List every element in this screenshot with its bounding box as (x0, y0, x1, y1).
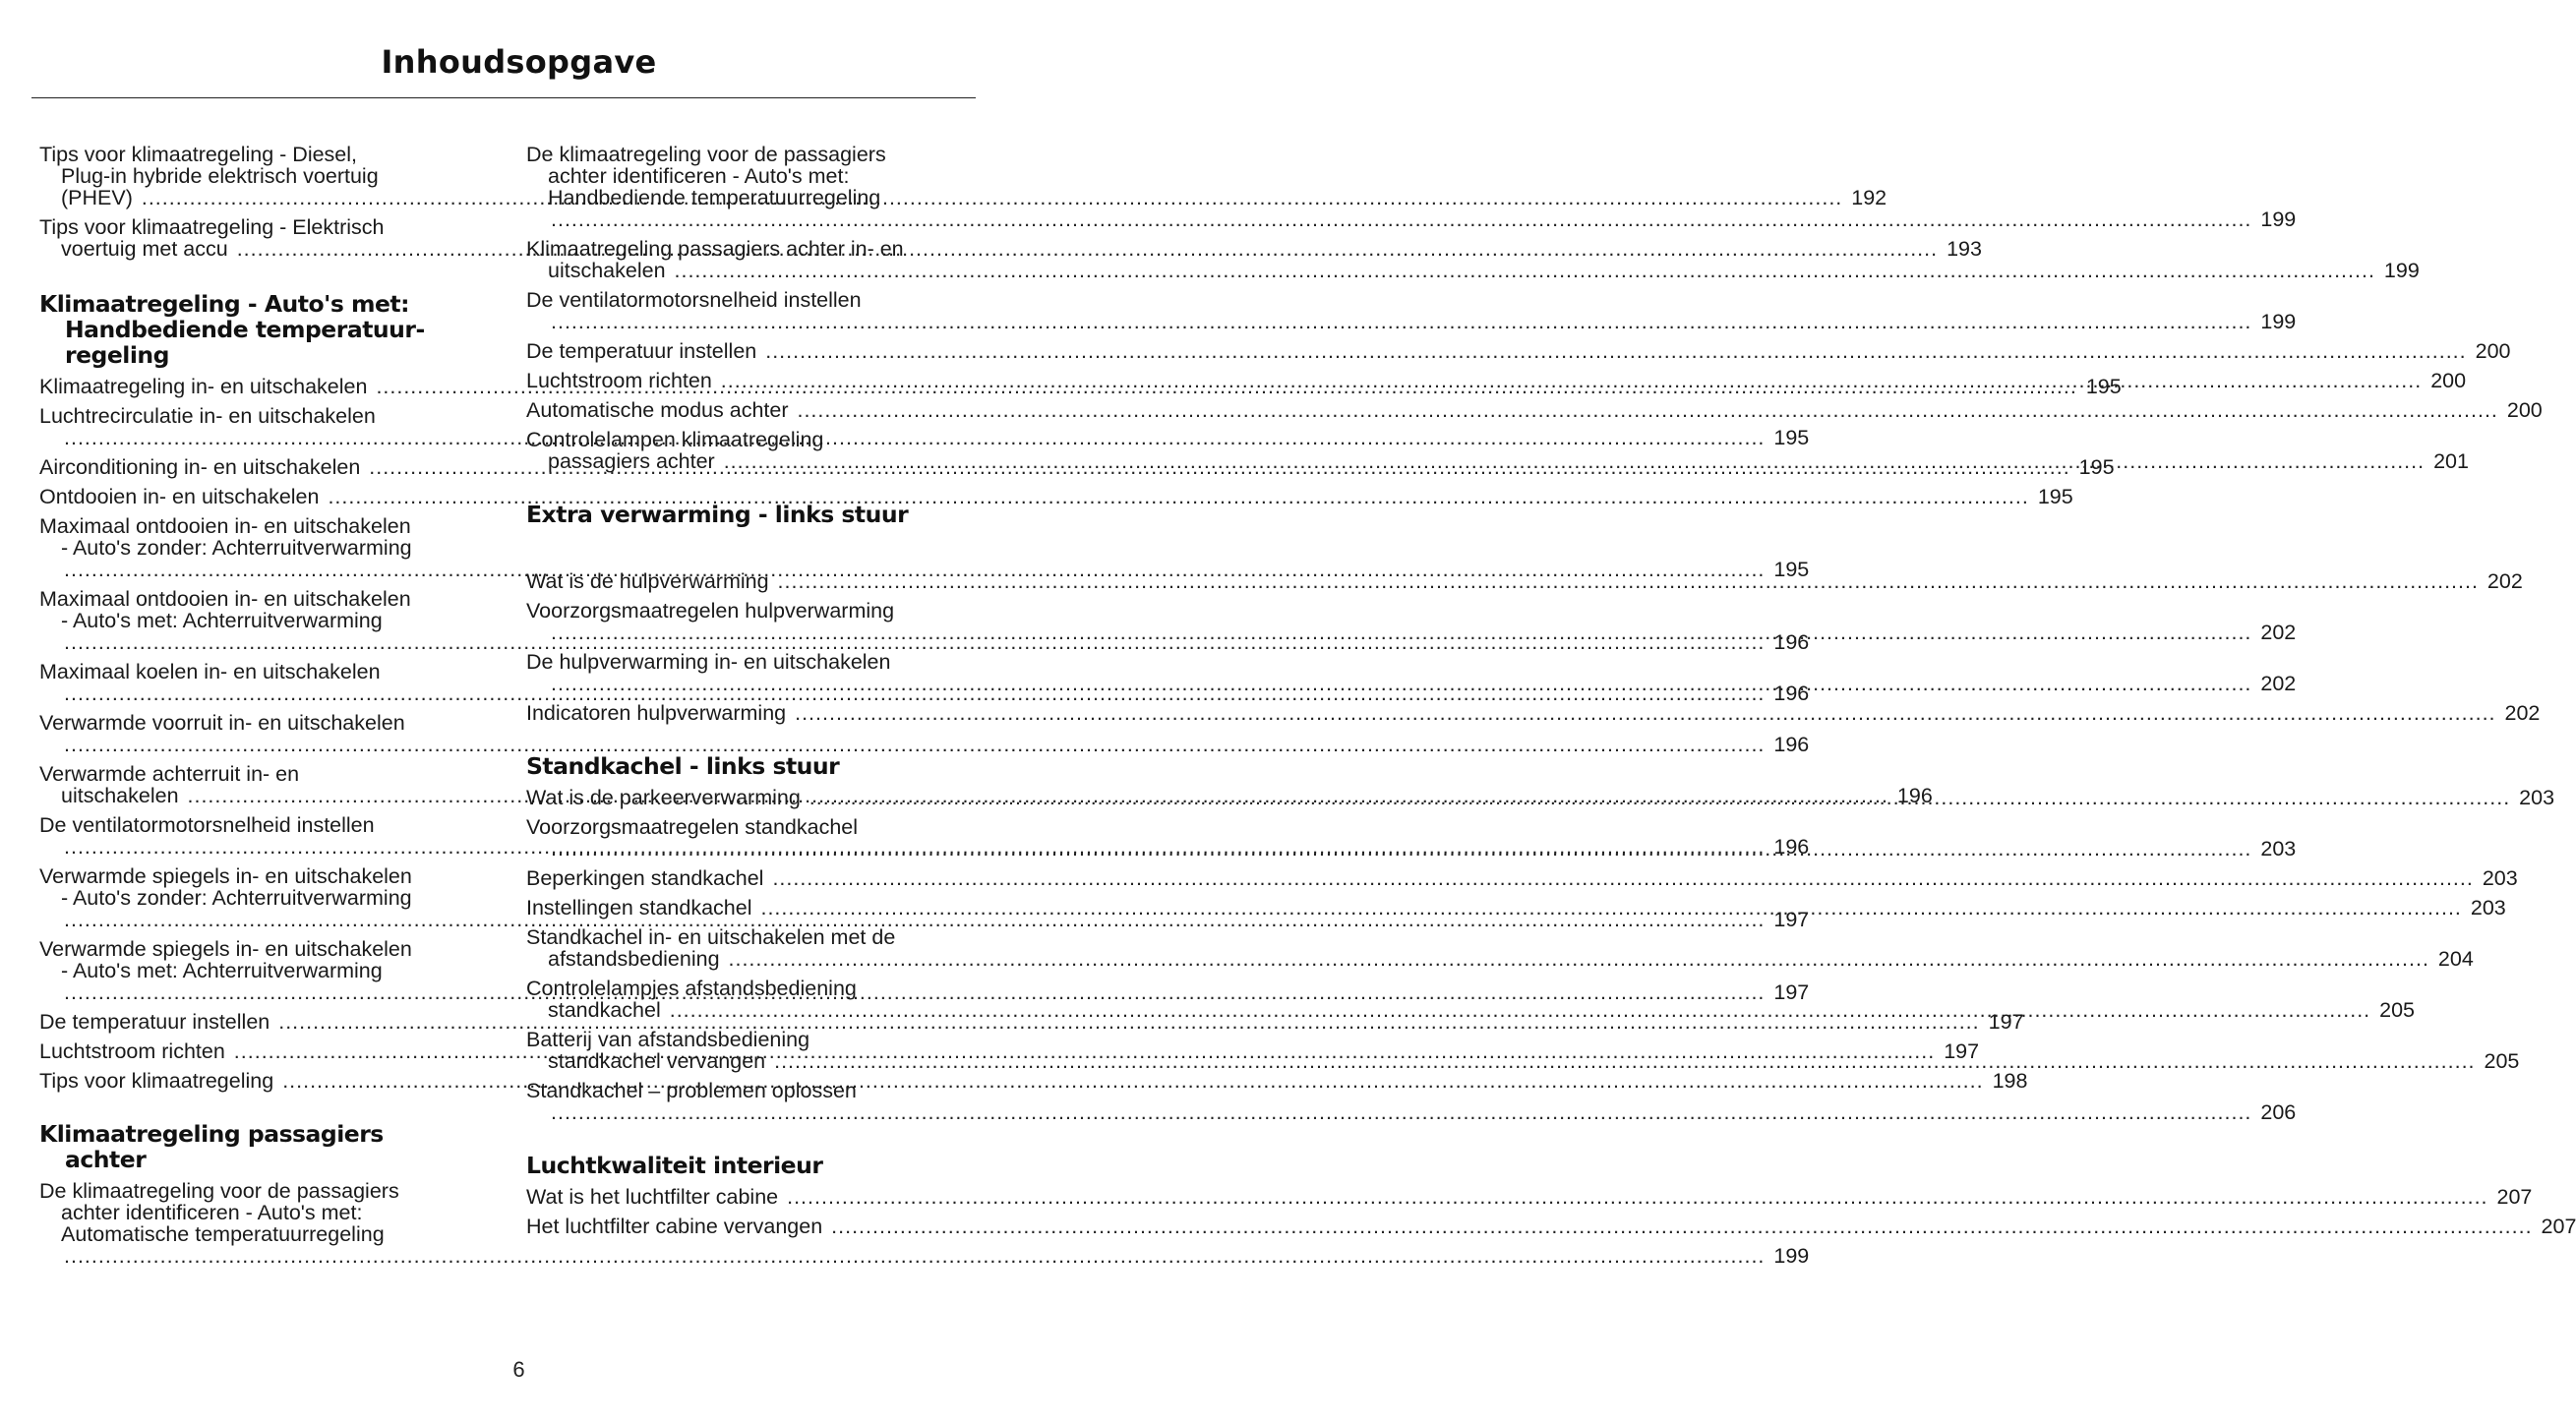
entry-page-number: 200 (2475, 339, 2511, 363)
entry-text: - Auto's zonder: Achterruitverwarming (61, 536, 412, 560)
section-heading[interactable] (39, 291, 480, 368)
entry-text: De temperatuur instellen (526, 339, 757, 363)
dot-leader (551, 837, 2251, 860)
title-divider (31, 97, 976, 98)
entry-text: Beperkingen standkachel (526, 866, 764, 890)
entry-page-number: 204 (2437, 947, 2474, 971)
dot-leader (142, 186, 1842, 209)
toc-entry[interactable] (526, 925, 2474, 971)
dot-leader (64, 1244, 1765, 1268)
entry-text: Tips voor klimaatregeling - Diesel, (39, 143, 358, 166)
section-heading[interactable] (526, 502, 968, 527)
dot-leader (787, 1185, 2487, 1209)
entry-text: standkachel vervangen (548, 1049, 766, 1073)
entry-page-number: 203 (2519, 786, 2555, 809)
heading-text: Luchtkwaliteit interieur (526, 1152, 823, 1179)
entry-page-number: 202 (2260, 621, 2297, 644)
entry-text: achter identificeren - Auto's met: (61, 1201, 363, 1224)
dot-leader (721, 369, 2422, 392)
dot-leader (551, 672, 2251, 695)
entry-text: - Auto's met: Achterruitverwarming (61, 959, 383, 982)
dot-leader (724, 449, 2425, 473)
entry-text: Automatische modus achter (526, 398, 789, 422)
entry-page-number: 193 (1947, 237, 1982, 261)
heading-text: Klimaatregeling passagiers (39, 1120, 384, 1148)
dot-leader (797, 398, 2497, 422)
entry-text: Standkachel – problemen oplossen (526, 1079, 857, 1102)
entry-text: - Auto's zonder: Achterruitverwarming (61, 886, 412, 910)
dot-leader (765, 339, 2466, 363)
entry-page-number: 192 (1851, 186, 1887, 209)
dot-leader (670, 998, 2370, 1022)
entry-page-number: 199 (2260, 310, 2297, 333)
section-heading[interactable] (526, 1153, 968, 1178)
toc-entry[interactable] (526, 339, 2511, 363)
entry-page-number: 197 (1988, 1010, 2024, 1034)
heading-text: regeling (65, 341, 169, 369)
entry-text: uitschakelen (548, 259, 666, 282)
entry-text: De hulpverwarming in- en uitschakelen (526, 650, 891, 674)
entry-text: Standkachel in- en uitschakelen met de (526, 925, 896, 949)
dot-leader (237, 237, 1938, 261)
entry-page-number: 196 (1896, 784, 1933, 807)
entry-text: Airconditioning in- en uitschakelen (39, 455, 361, 479)
dot-leader (795, 701, 2495, 725)
entry-page-number: 195 (2078, 455, 2115, 479)
entry-text: Indicatoren hulpverwarming (526, 701, 787, 725)
entry-page-number: 203 (2470, 896, 2506, 920)
entry-page-number: 206 (2260, 1100, 2297, 1124)
entry-text: Klimaatregeling in- en uitschakelen (39, 375, 368, 398)
entry-text: Verwarmde achterruit in- en (39, 762, 300, 786)
entry-text: Controlelampen klimaatregeling (526, 428, 824, 451)
dot-leader (551, 1100, 2251, 1124)
entry-text: Wat is het luchtfilter cabine (526, 1185, 779, 1209)
dot-leader (774, 1049, 2475, 1073)
entry-page-number: 198 (1992, 1069, 2028, 1093)
page-number: 6 (512, 1357, 525, 1382)
entry-text: Verwarmde spiegels in- en uitschakelen (39, 937, 412, 961)
toc-entry[interactable] (526, 398, 2543, 422)
dot-leader (772, 866, 2473, 890)
dot-leader (551, 310, 2251, 333)
entry-page-number: 197 (1773, 980, 1810, 1004)
toc-entry[interactable] (526, 701, 2541, 725)
dot-leader (760, 896, 2461, 920)
entry-page-number: 196 (1773, 733, 1810, 756)
entry-text: Handbediende temperatuurregeling (548, 186, 881, 209)
heading-text: Extra verwarming - links stuur (526, 501, 909, 528)
entry-text: Plug-in hybride elektrisch voertuig (61, 164, 379, 188)
entry-page-number: 202 (2486, 569, 2523, 593)
entry-text: Controlelampjes afstandsbediening (526, 977, 857, 1000)
entry-text: Tips voor klimaatregeling - Elektrisch (39, 215, 385, 239)
toc-entry[interactable] (526, 1185, 2533, 1209)
entry-page-number: 203 (2260, 837, 2297, 860)
heading-text: Standkachel - links stuur (526, 752, 840, 780)
entry-page-number: 199 (1773, 1244, 1810, 1268)
entry-page-number: 202 (2504, 701, 2541, 725)
entry-text: Tips voor klimaatregeling (39, 1069, 274, 1093)
entry-text: - Auto's met: Achterruitverwarming (61, 609, 383, 632)
entry-text: Maximaal ontdooien in- en uitschakelen (39, 514, 411, 538)
entry-text: voertuig met accu (61, 237, 228, 261)
section-heading[interactable] (526, 753, 968, 779)
entry-text: Maximaal koelen in- en uitschakelen (39, 660, 381, 683)
entry-page-number: 195 (1773, 558, 1810, 581)
entry-text: afstandsbediening (548, 947, 720, 971)
entry-page-number: 196 (1773, 630, 1810, 654)
entry-text: De klimaatregeling voor de passagiers (39, 1179, 399, 1203)
heading-text: Klimaatregeling - Auto's met: (39, 290, 410, 318)
entry-page-number: 197 (1944, 1039, 1980, 1063)
entry-page-number: 195 (2085, 375, 2122, 398)
entry-text: Automatische temperatuurregeling (61, 1222, 385, 1246)
toc-entry[interactable] (39, 485, 2073, 508)
entry-page-number: 200 (2506, 398, 2543, 422)
entry-text: achter identificeren - Auto's met: (548, 164, 850, 188)
entry-page-number: 199 (2260, 208, 2297, 231)
entry-text: De temperatuur instellen (39, 1010, 270, 1034)
entry-text: Luchtstroom richten (526, 369, 712, 392)
toc-entry[interactable] (526, 288, 2297, 333)
dot-leader (551, 621, 2251, 644)
entry-text: Luchtrecirculatie in- en uitschakelen (39, 404, 376, 428)
entry-text: Ontdooien in- en uitschakelen (39, 485, 320, 508)
dot-leader (675, 259, 2375, 282)
entry-page-number: 203 (2482, 866, 2518, 890)
entry-page-number: 196 (1773, 835, 1810, 859)
entry-text: passagiers achter (548, 449, 715, 473)
entry-page-number: 195 (2037, 485, 2073, 508)
entry-text: uitschakelen (61, 784, 179, 807)
entry-text: Verwarmde voorruit in- en uitschakelen (39, 711, 405, 735)
entry-page-number: 205 (2484, 1049, 2520, 1073)
entry-text: Verwarmde spiegels in- en uitschakelen (39, 864, 412, 888)
entry-page-number: 196 (1773, 682, 1810, 705)
entry-page-number: 195 (1773, 426, 1810, 449)
entry-page-number: 197 (1773, 908, 1810, 931)
entry-page-number: 205 (2379, 998, 2415, 1022)
entry-text: standkachel (548, 998, 661, 1022)
entry-page-number: 199 (2383, 259, 2420, 282)
dot-leader (551, 208, 2251, 231)
entry-text: (PHEV) (61, 186, 133, 209)
entry-page-number: 200 (2430, 369, 2467, 392)
toc-entry[interactable] (526, 866, 2518, 890)
entry-text: Klimaatregeling passagiers achter in- en (526, 237, 904, 261)
heading-text: achter (65, 1146, 147, 1173)
entry-text: De ventilatormotorsnelheid instellen (526, 288, 862, 312)
entry-text: Instellingen standkachel (526, 896, 752, 920)
page-title: Inhoudsopgave (381, 43, 657, 81)
dot-leader (809, 786, 2510, 809)
dot-leader (778, 569, 2479, 593)
entry-text: Voorzorgsmaatregelen hulpverwarming (526, 599, 895, 623)
section-heading[interactable] (39, 1121, 480, 1172)
entry-text: Het luchtfilter cabine vervangen (526, 1215, 823, 1238)
entry-text: Luchtstroom richten (39, 1039, 225, 1063)
entry-page-number: 201 (2433, 449, 2469, 473)
dot-leader (831, 1215, 2532, 1238)
toc-entry[interactable] (526, 1215, 2576, 1238)
entry-page-number: 207 (2541, 1215, 2576, 1238)
entry-text: De ventilatormotorsnelheid instellen (39, 813, 375, 837)
entry-text: Wat is de hulpverwarming (526, 569, 769, 593)
dot-leader (729, 947, 2429, 971)
entry-text: Batterij van afstandsbediening (526, 1028, 810, 1051)
entry-text: Wat is de parkeerverwarming (526, 786, 801, 809)
entry-page-number: 207 (2496, 1185, 2533, 1209)
entry-text: Voorzorgsmaatregelen standkachel (526, 815, 859, 839)
entry-text: Maximaal ontdooien in- en uitschakelen (39, 587, 411, 611)
entry-page-number: 202 (2260, 672, 2297, 695)
heading-text: Handbediende temperatuur- (65, 316, 425, 343)
entry-text: De klimaatregeling voor de passagiers (526, 143, 886, 166)
